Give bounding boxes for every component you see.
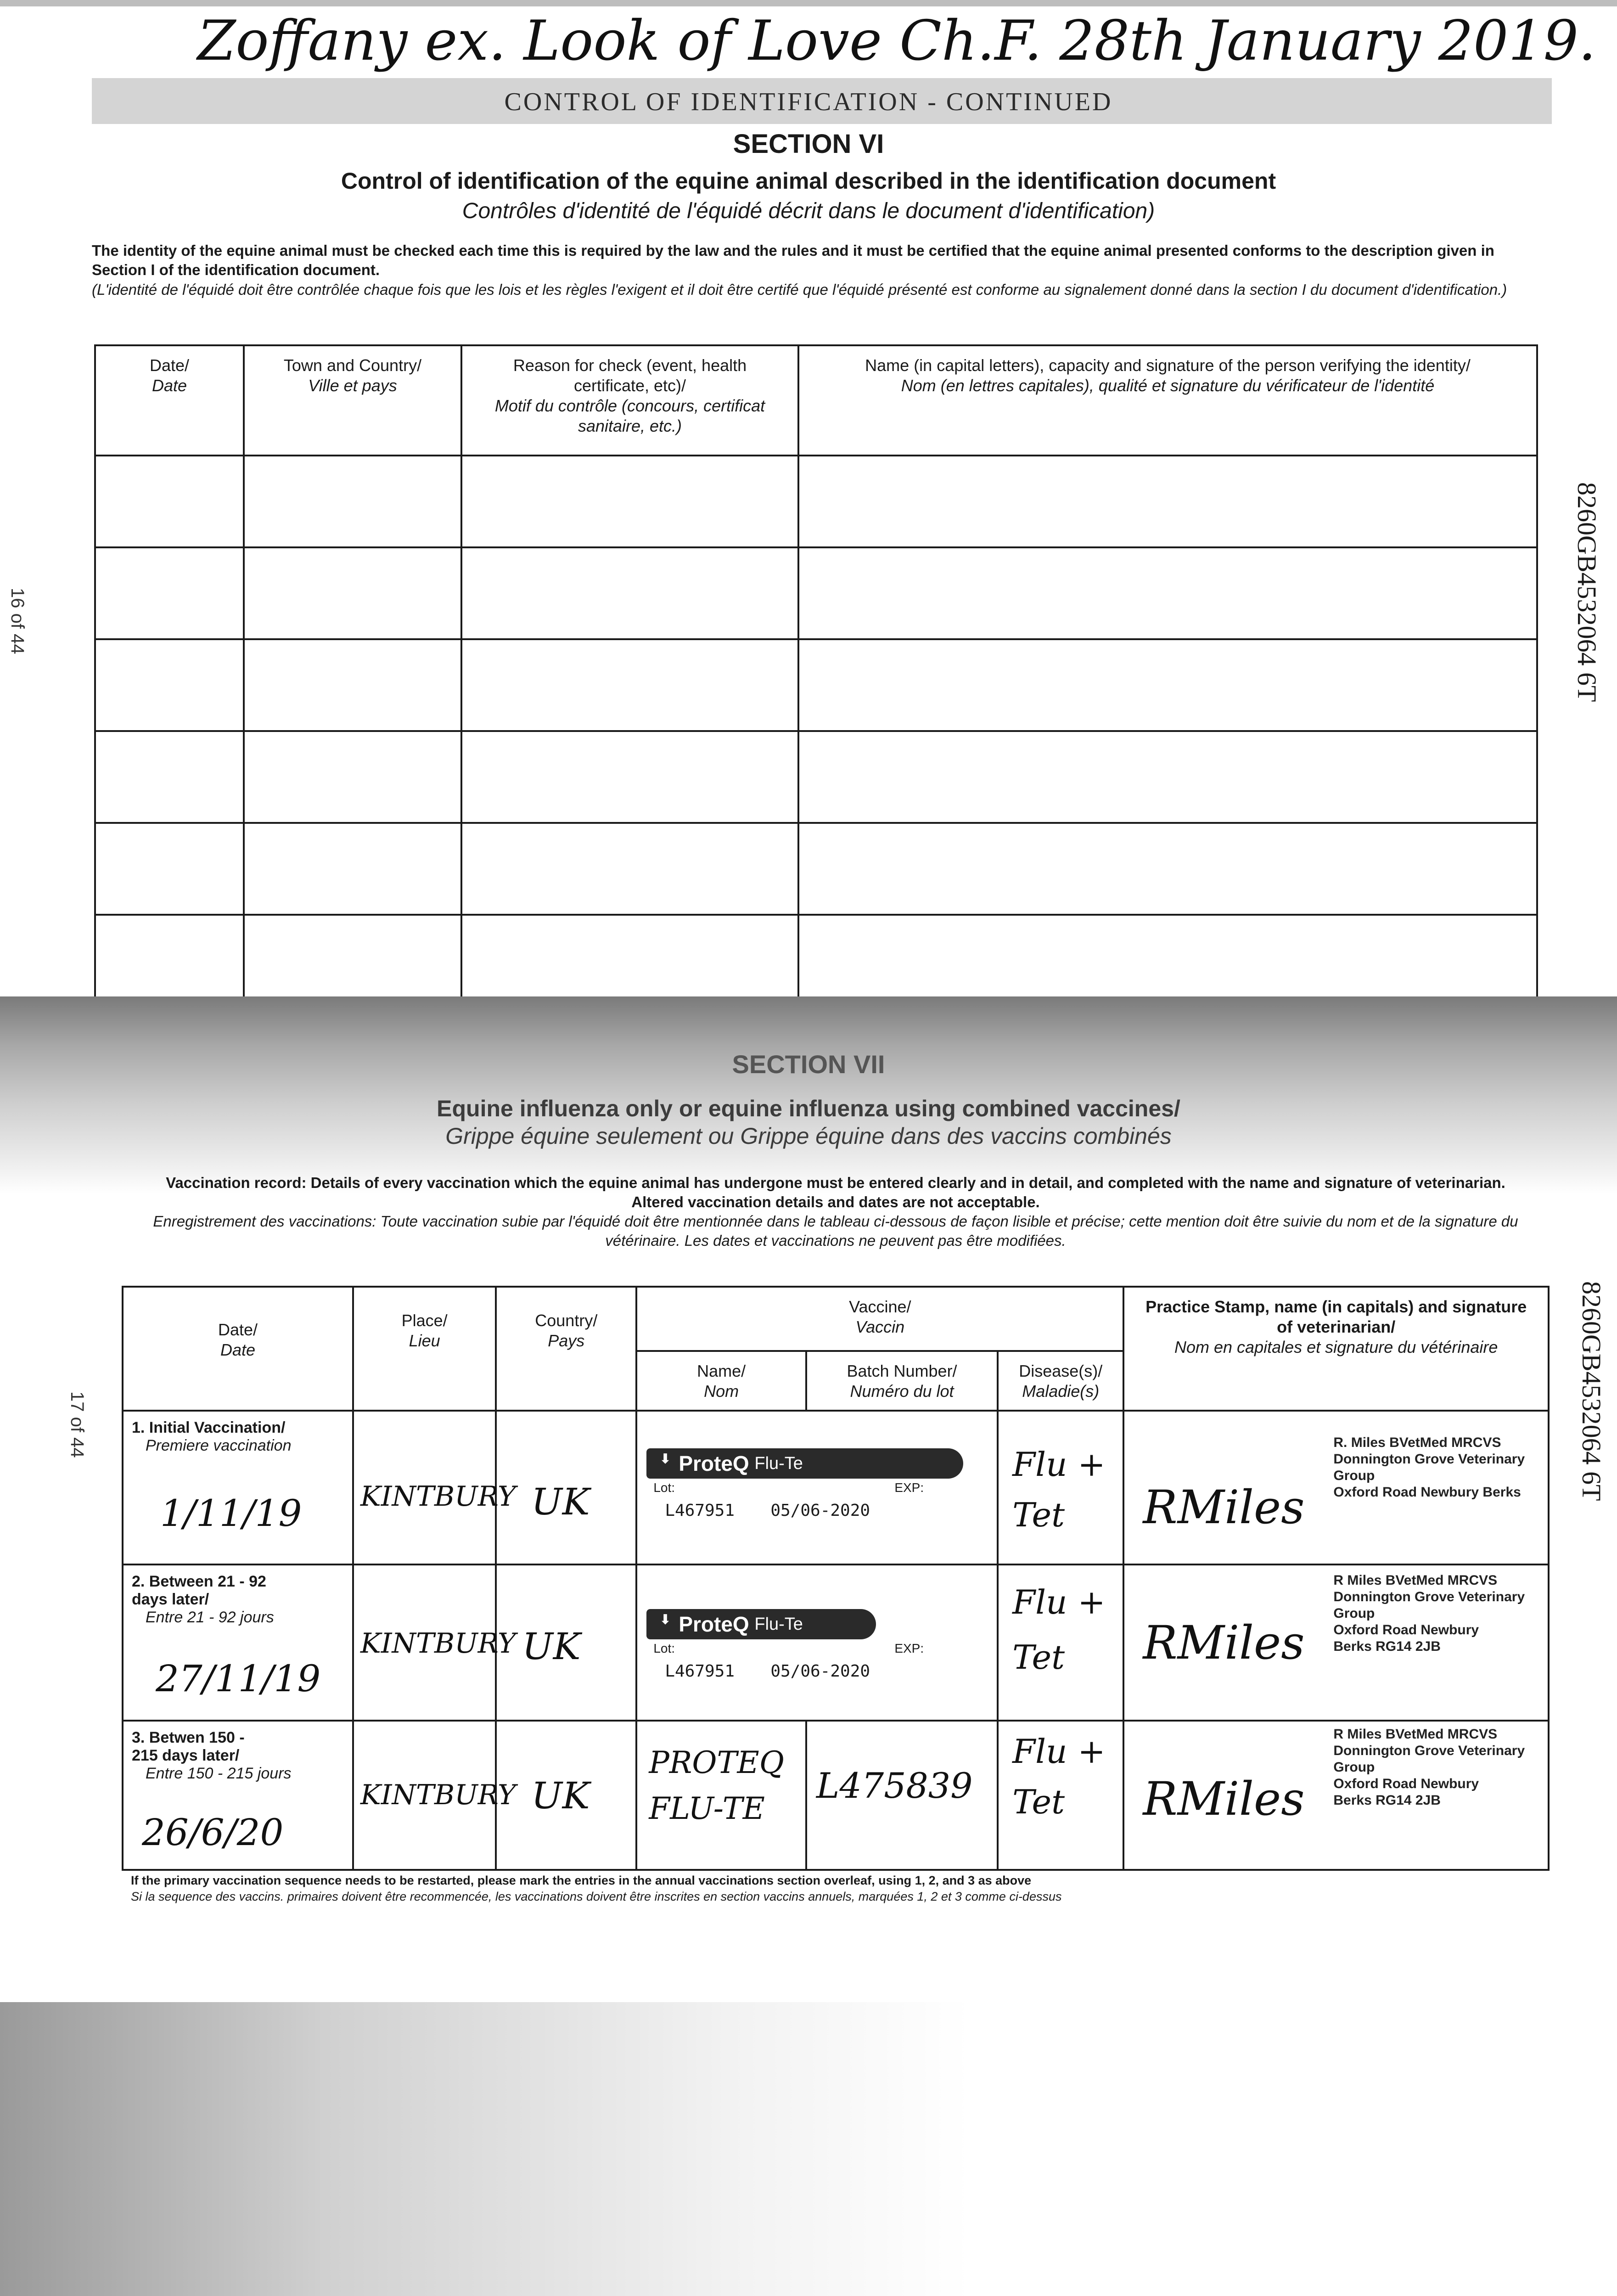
row3-date-cell (123, 1721, 353, 1870)
table-row (95, 823, 1537, 915)
col-town-header (244, 345, 461, 456)
row1-label-fr: Premiere vaccination (146, 1437, 292, 1454)
section6-instructions-en: The identity of the equine animal must be checked each time this is required by the law and the rules and it must be certified that the equine animal presented conforms to the description given in Section I of the identification document. (92, 242, 1494, 278)
vac-disease-header (998, 1351, 1123, 1411)
row2-country-cell (496, 1564, 636, 1721)
table-row (95, 915, 1537, 1002)
section7-title: SECTION VII (732, 1050, 885, 1079)
col-verifier-en: Name (in capital letters), capacity and signature of the person verifying the identity/ (865, 356, 1471, 375)
section7-subtitle-en: Equine influenza only or equine influenza using combined vaccines/ (437, 1096, 1180, 1121)
row1-vet-line-1: R. Miles BVetMed MRCVS (1333, 1435, 1501, 1450)
vac-date-en: Date/ (218, 1320, 258, 1339)
row2-label-arrow-icon: ⬇ (659, 1612, 671, 1627)
vac-name-fr: Nom (704, 1382, 739, 1401)
section6-instructions-fr: (L'identité de l'équidé doit être contrôlée chaque fois que les lois et les règles l'exigent et il doit être certifé que l'équidé présenté est conforme au signalement donné dans la section I du document d'identification.) (92, 281, 1507, 298)
row3-label-en: 3. Betwen 150 - 215 days later/ (132, 1729, 245, 1764)
row1-signature: RMiles (1143, 1480, 1305, 1534)
vac-place-fr: Lieu (409, 1331, 440, 1350)
col-town-en: Town and Country/ (283, 356, 422, 375)
table-row (95, 731, 1537, 823)
vac-country-en: Country/ (535, 1311, 598, 1330)
bottom-scan-shadow (0, 2002, 1617, 2296)
row2-exp: 05/06-2020 (770, 1662, 870, 1681)
vac-disease-fr: Maladie(s) (1022, 1382, 1100, 1401)
row2-date: 27/11/19 (156, 1657, 321, 1700)
table-row (95, 456, 1537, 547)
row1-label-brand: ProteQ (679, 1452, 749, 1475)
row3-batch-cell (806, 1721, 998, 1870)
handwritten-header: Zoffany ex. Look of Love Ch.F. 28th January 2019. (197, 9, 1596, 73)
vac-date-fr: Date (220, 1340, 255, 1359)
row3-vet-line-4: Berks RG14 2JB (1333, 1793, 1441, 1808)
row1-vaccine-cell (636, 1411, 998, 1564)
vac-place-en: Place/ (401, 1311, 448, 1330)
row2-disease-cell (998, 1564, 1123, 1721)
col-reason-en: Reason for check (event, health certificate, etc)/ (513, 356, 747, 395)
row1-vet-line-2: Donnington Grove Veterinary Group (1333, 1452, 1525, 1483)
row3-vet-cell (1123, 1721, 1549, 1870)
record-en2: Altered vaccination details and dates are not acceptable. (631, 1193, 1040, 1210)
row1-disease: Flu + Tet (1012, 1445, 1106, 1534)
row2-signature: RMiles (1143, 1616, 1305, 1670)
row2-vet-stamp (1333, 1572, 1526, 1655)
vac-vaccine-fr: Vaccin (855, 1317, 905, 1336)
row3-place-cell (353, 1721, 516, 1870)
row2-lot: L467951 (665, 1662, 735, 1681)
row1-vet-cell (1123, 1411, 1549, 1564)
page-number-upper: 16 of 44 (7, 588, 28, 654)
record-en: Vaccination record: Details of every vaccination which the equine animal has undergone must be entered clearly and in detail, and completed with the name and signature of veterinarian. (166, 1174, 1505, 1191)
row1-date: 1/11/19 (160, 1492, 302, 1535)
row3-vet-line-3: Oxford Road Newbury (1333, 1776, 1479, 1791)
vaccination-row-1 (123, 1411, 1549, 1564)
vac-country-fr: Pays (548, 1331, 585, 1350)
row3-disease-cell (998, 1721, 1123, 1870)
row2-label-fr: Entre 21 - 92 jours (146, 1609, 274, 1626)
row3-label-fr: Entre 150 - 215 jours (146, 1765, 292, 1782)
row2-label-brand: ProteQ (679, 1612, 749, 1636)
row2-country: UK (522, 1625, 581, 1668)
row3-name-cell (636, 1721, 806, 1870)
row1-country-cell (496, 1411, 636, 1564)
row3-vaccine-name: PROTEQ FLU-TE (649, 1745, 784, 1826)
vac-stamp-en: Practice Stamp, name (in capitals) and signature of veterinarian/ (1145, 1297, 1527, 1336)
row2-place: KINTBURY (360, 1627, 516, 1660)
row2-vet-line-3: Oxford Road Newbury (1333, 1622, 1479, 1638)
row3-batch: L475839 (816, 1765, 973, 1806)
vaccination-table (122, 1286, 1550, 1871)
row1-place-cell (353, 1411, 516, 1564)
section6-subtitle-fr: Contrôles d'identité de l'équidé décrit dans le document d'identification) (462, 199, 1155, 223)
vac-batch-header (806, 1351, 998, 1411)
row2-label-lot-caption: Lot: (653, 1641, 675, 1655)
vaccination-record-instructions (124, 1173, 1547, 1250)
row2-vet-line-4: Berks RG14 2JB (1333, 1639, 1441, 1654)
row3-disease: Flu + Tet (1012, 1732, 1106, 1821)
row1-label-arrow-icon: ⬇ (659, 1452, 671, 1467)
section7-subtitle-fr: Grippe équine seulement ou Grippe équine dans des vaccins combinés (445, 1123, 1172, 1149)
row1-vet-line-3: Oxford Road Newbury Berks (1333, 1485, 1521, 1500)
vaccination-row-2 (123, 1564, 1549, 1721)
page-number-lower: 17 of 44 (67, 1391, 87, 1458)
row2-disease: Flu + Tet (1012, 1583, 1106, 1677)
row1-date-cell (123, 1411, 353, 1564)
col-date-header (95, 345, 244, 456)
vac-stamp-header (1123, 1287, 1549, 1411)
col-reason-fr: Motif du contrôle (concours, certificat sanitaire, etc.) (494, 396, 765, 435)
col-reason-header (461, 345, 798, 456)
row3-place: KINTBURY (360, 1779, 516, 1811)
vac-batch-fr: Numéro du lot (850, 1382, 954, 1401)
table-row (95, 547, 1537, 639)
row1-lot: L467951 (665, 1501, 735, 1520)
row2-vaccine-label-bar (646, 1609, 876, 1639)
vac-batch-en: Batch Number/ (847, 1362, 957, 1380)
col-date-en: Date/ (149, 356, 190, 375)
identity-check-table (94, 344, 1538, 1003)
footnote-fr: Si la sequence des vaccins. primaires doivent être recommencée, les vaccinations doivent être inscrites en section vaccins annuels, marquées 1, 2 et 3 comme ci-dessus (131, 1890, 1062, 1903)
row1-label-en: 1. Initial Vaccination/ (132, 1419, 286, 1436)
row1-vaccine-label-bar (646, 1448, 963, 1479)
col-verifier-header (798, 345, 1537, 456)
row2-label-exp-caption: EXP: (894, 1641, 924, 1655)
vac-stamp-fr: Nom en capitales et signature du vétérinaire (1174, 1338, 1498, 1356)
footnote-en: If the primary vaccination sequence needs to be restarted, please mark the entries in the annual vaccinations section overleaf, using 1, 2, and 3 as above (131, 1874, 1032, 1887)
vac-name-header (636, 1351, 806, 1411)
section6-title: SECTION VI (733, 129, 884, 159)
vac-name-en: Name/ (697, 1362, 746, 1380)
row3-vet-line-1: R Miles BVetMed MRCVS (1333, 1727, 1498, 1742)
row1-exp: 05/06-2020 (770, 1501, 870, 1520)
row2-vet-cell (1123, 1564, 1549, 1721)
control-band-title: CONTROL OF IDENTIFICATION - CONTINUED (504, 88, 1113, 116)
row1-place: KINTBURY (360, 1480, 516, 1513)
row2-label-en: 2. Between 21 - 92 days later/ (132, 1573, 266, 1608)
vac-date-header (123, 1287, 353, 1411)
row1-country: UK (531, 1480, 590, 1523)
col-town-fr: Ville et pays (308, 376, 397, 395)
vac-place-header (353, 1287, 496, 1411)
row2-place-cell (353, 1564, 516, 1721)
row1-label-exp-caption: EXP: (894, 1480, 924, 1495)
vac-vaccine-header (636, 1287, 1123, 1351)
row1-label-lot-caption: Lot: (653, 1480, 675, 1495)
section6-subtitle-en: Control of identification of the equine animal described in the identification document (341, 168, 1276, 194)
table-row (95, 639, 1537, 731)
record-fr: Enregistrement des vaccinations: Toute vaccination subie par l'équidé doit être mentionnée dans le tableau ci-dessous de façon lisible et précise; cette mention doit être suivie du nom et de la signature du vétérinaire. Les dates et vaccinations ne peuvent pas être modifiées. (153, 1213, 1518, 1249)
vac-vaccine-en: Vaccine/ (849, 1297, 911, 1316)
col-date-fr: Date (152, 376, 187, 395)
vac-disease-en: Disease(s)/ (1019, 1362, 1103, 1380)
page-top-edge (0, 0, 1617, 6)
row3-date: 26/6/20 (142, 1811, 284, 1854)
row2-vet-line-1: R Miles BVetMed MRCVS (1333, 1573, 1498, 1588)
row3-country: UK (531, 1774, 590, 1817)
row1-vet-stamp (1333, 1435, 1526, 1501)
row2-label-product: Flu-Te (754, 1615, 803, 1634)
row2-date-cell (123, 1564, 353, 1721)
vac-country-header (496, 1287, 636, 1411)
row1-disease-cell (998, 1411, 1123, 1564)
vaccination-row-3 (123, 1721, 1549, 1870)
row2-vet-line-2: Donnington Grove Veterinary Group (1333, 1589, 1525, 1621)
row3-vet-stamp (1333, 1726, 1526, 1809)
row3-vet-line-2: Donnington Grove Veterinary Group (1333, 1743, 1525, 1775)
col-verifier-fr: Nom (en lettres capitales), qualité et signature du vérificateur de l'identité (901, 376, 1435, 395)
row2-vaccine-cell (636, 1564, 998, 1721)
side-id-lower: 8260GB4532064 6T (1577, 1281, 1606, 1501)
row3-signature: RMiles (1143, 1772, 1305, 1826)
row3-country-cell (496, 1721, 636, 1870)
row1-label-product: Flu-Te (754, 1454, 803, 1473)
side-id-upper: 8260GB4532064 6T (1572, 482, 1602, 702)
